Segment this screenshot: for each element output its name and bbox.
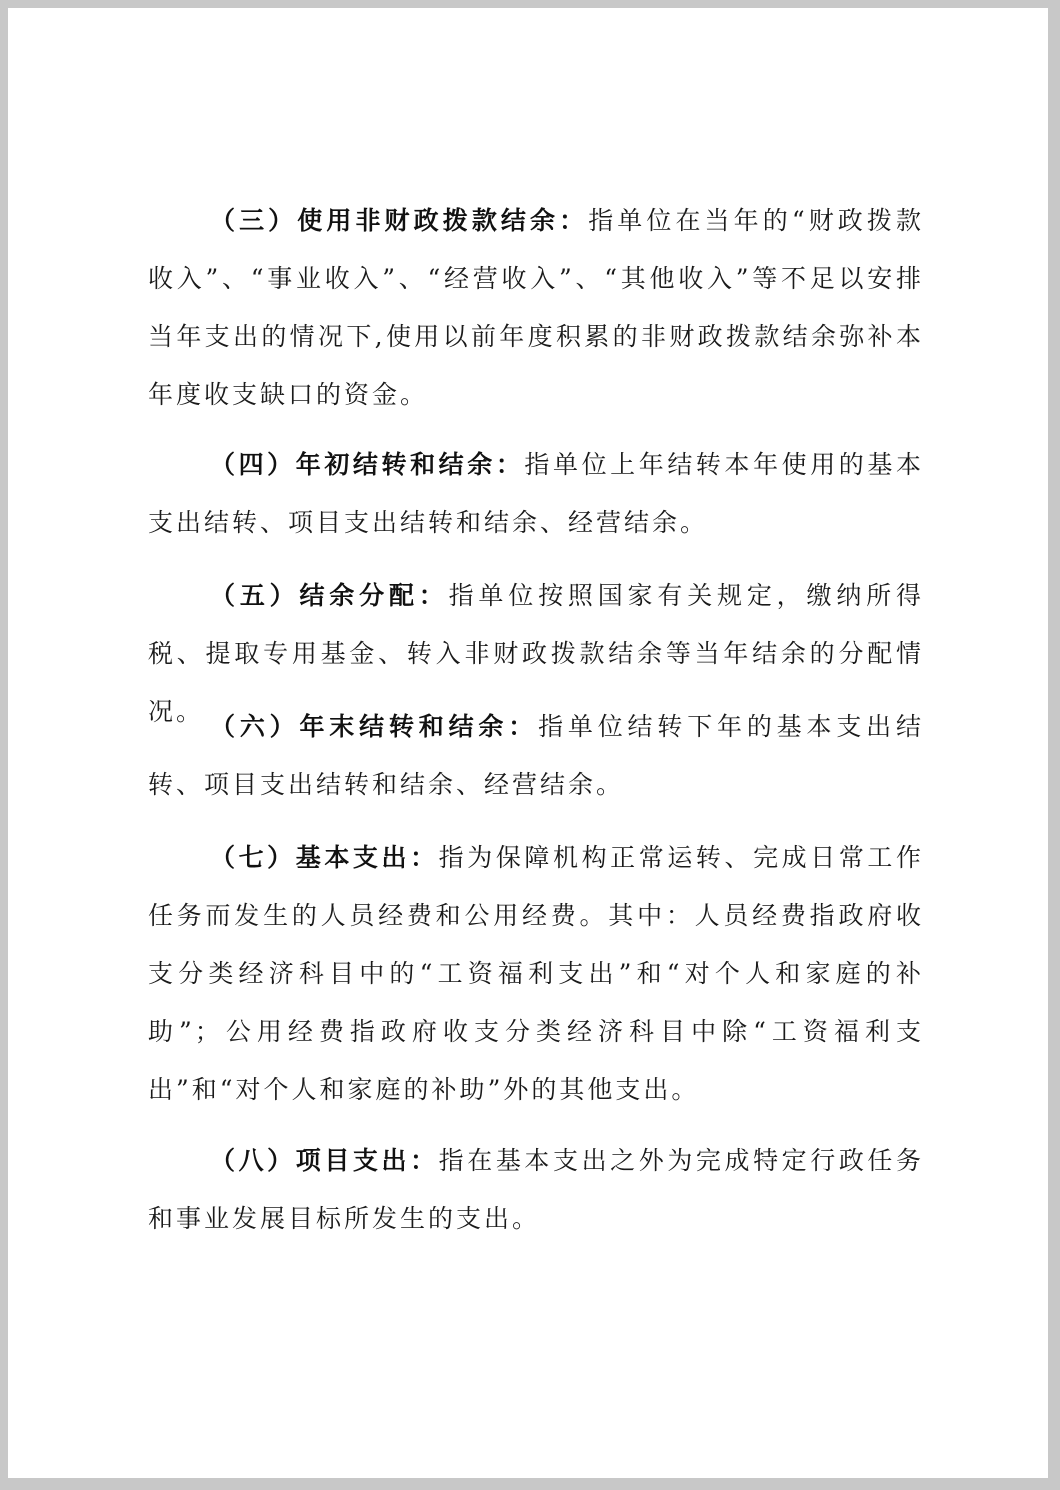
paragraph-heading: （八）项目支出： (210, 1146, 439, 1175)
paragraph-heading: （三）使用非财政拨款结余： (210, 206, 589, 235)
paragraph-body: 指为保障机构正常运转、完成日常工作任务而发生的人员经费和公用经费。其中：人员经费指政府收支分类经济科目中的“工资福利支出”和“对个人和家庭的补助”；公用经费指政府收支分类经济科目中除“工资福利支出”和“对个人和家庭的补助”外的其他支出。 (148, 843, 924, 1104)
document-page (8, 8, 1048, 1478)
paragraph-body: 指单位结转下年的基本支出结转、项目支出结转和结余、经营结余。 (148, 712, 924, 799)
paragraph-body: 指单位按照国家有关规定，缴纳所得税、提取专用基金、转入非财政拨款结余等当年结余的分配情况。 (148, 581, 924, 726)
paragraph-heading: （七）基本支出： (210, 843, 439, 872)
paragraph-project-expenditure (148, 1132, 924, 1248)
paragraph-body: 指单位在当年的“财政拨款收入”、“事业收入”、“经营收入”、“其他收入”等不足以安排当年支出的情况下,使用以前年度积累的非财政拨款结余弥补本年度收支缺口的资金。 (148, 206, 924, 409)
paragraph-closing-carryover (148, 698, 924, 814)
paragraph-body: 指单位上年结转本年使用的基本支出结转、项目支出结转和结余、经营结余。 (148, 450, 924, 537)
paragraph-heading: （五）结余分配： (210, 581, 449, 610)
paragraph-heading: （四）年初结转和结余： (210, 450, 525, 479)
paragraph-unused-non-fiscal-balance (148, 192, 924, 424)
paragraph-basic-expenditure (148, 829, 924, 1119)
paragraph-body: 指在基本支出之外为完成特定行政任务和事业发展目标所发生的支出。 (148, 1146, 924, 1233)
paragraph-heading: （六）年末结转和结余： (210, 712, 539, 741)
paragraph-opening-carryover (148, 436, 924, 552)
